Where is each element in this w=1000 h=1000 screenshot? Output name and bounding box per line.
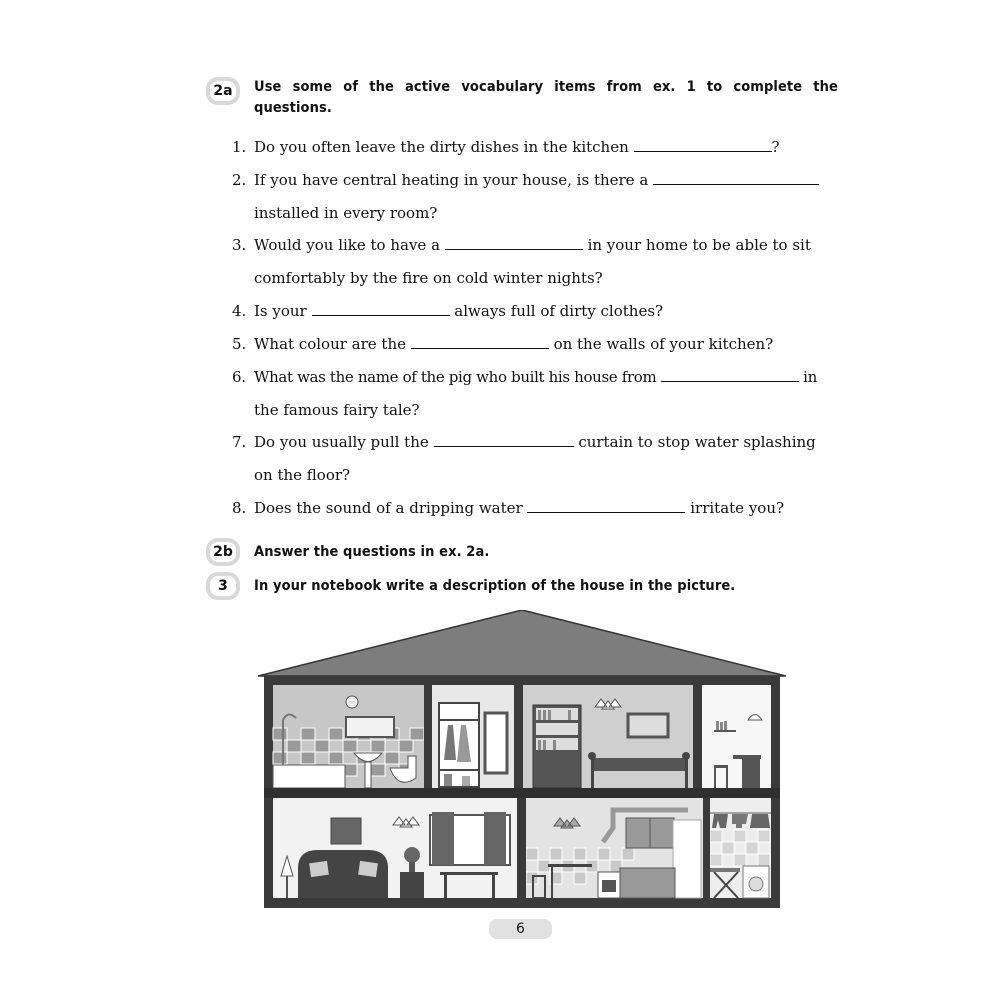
- question-7: 7. Do you usually pull the curtain to stop water splashing on the floor?: [232, 433, 816, 484]
- answer-blank[interactable]: [653, 170, 819, 185]
- exercise-2a-instruction: Use some of the active vocabulary items from ex. 1 to complete the questions.: [254, 79, 838, 116]
- answer-blank[interactable]: [434, 432, 574, 447]
- question-3: 3. Would you like to have a in your home to be able to sit comfortably by the fire on cold winter nights?: [232, 236, 811, 287]
- question-1: 1. Do you often leave the dirty dishes in the kitchen ?: [232, 138, 780, 156]
- answer-blank[interactable]: [312, 301, 450, 316]
- exercise-badge-2b: 2b: [206, 538, 240, 566]
- exercise-2b-instruction: Answer the questions in ex. 2a.: [254, 544, 490, 560]
- question-8: 8. Does the sound of a dripping water irritate you?: [232, 499, 785, 517]
- answer-blank[interactable]: [445, 235, 583, 250]
- page-number: 6: [489, 919, 552, 939]
- study: [702, 685, 771, 788]
- question-4: 4. Is your always full of dirty clothes?: [232, 302, 664, 320]
- answer-blank[interactable]: [661, 367, 799, 382]
- exercise-3-instruction: In your notebook write a description of the house in the picture.: [254, 578, 736, 594]
- answer-blank[interactable]: [634, 137, 772, 152]
- exercise-badge-3: 3: [206, 572, 240, 600]
- exercise-3: [206, 572, 838, 600]
- house-illustration: [258, 610, 786, 910]
- exercise-2a: [206, 77, 838, 119]
- exercise-2b: [206, 538, 838, 566]
- answer-blank[interactable]: [411, 334, 549, 349]
- question-5: 5. What colour are the on the walls of your kitchen?: [232, 335, 774, 353]
- question-6: 6. What was the name of the pig who built his house from in the famous fairy tale?: [232, 368, 817, 419]
- exercise-badge-2a: 2a: [206, 77, 240, 105]
- roof-shape: [258, 610, 786, 676]
- question-2: 2. If you have central heating in your house, is there a installed in every room?: [232, 164, 838, 230]
- answer-blank[interactable]: [527, 498, 685, 513]
